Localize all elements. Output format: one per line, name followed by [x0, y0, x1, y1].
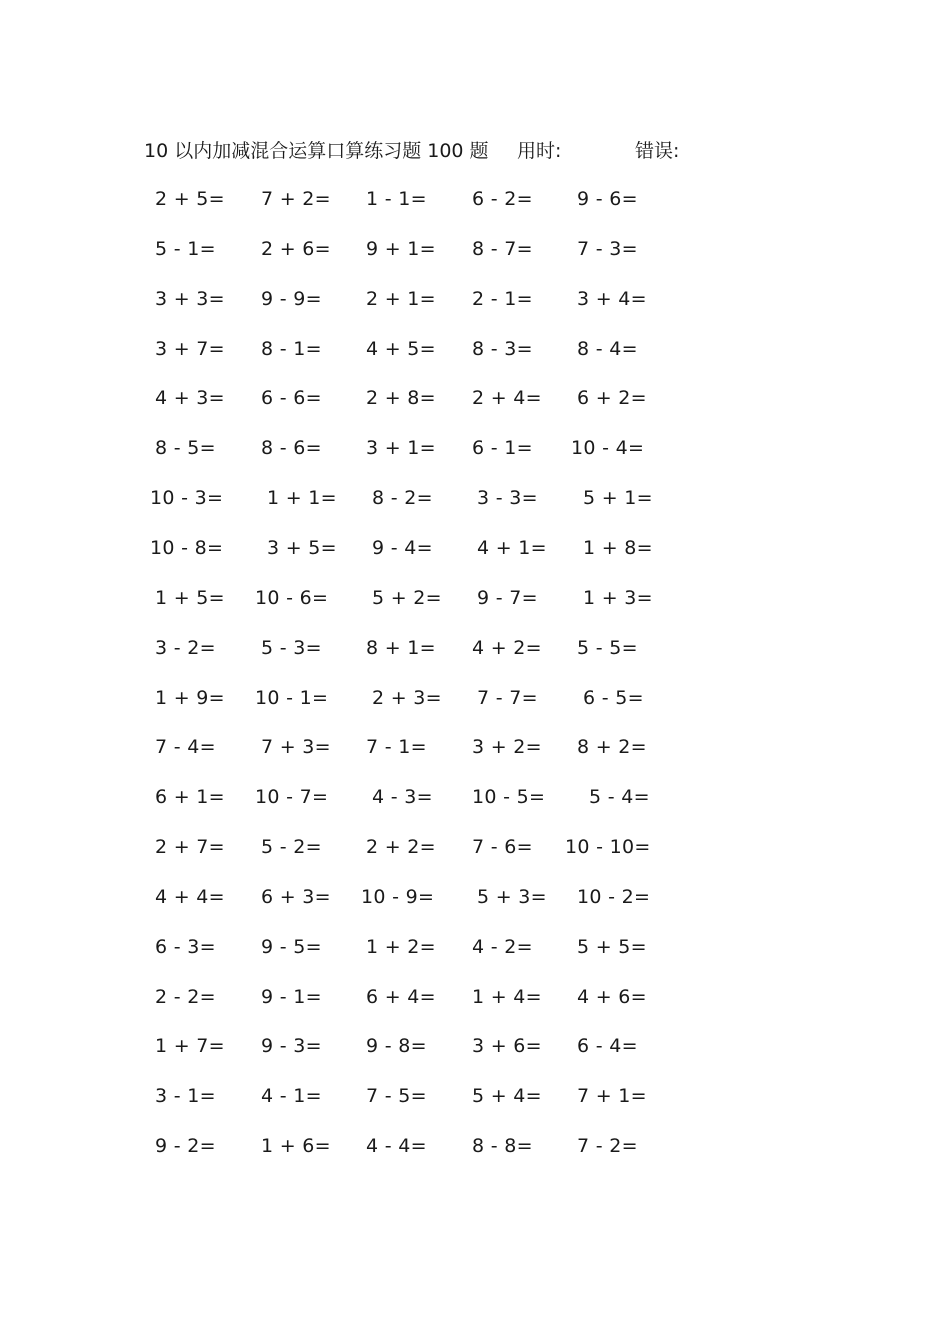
problem-row	[0, 184, 950, 214]
math-problem: 8 - 1=	[261, 337, 322, 360]
problem-row	[0, 782, 950, 812]
math-problem: 1 + 9=	[155, 686, 225, 709]
math-problem: 8 - 5=	[155, 437, 216, 460]
math-problem: 8 - 3=	[472, 337, 533, 360]
math-problem: 9 - 6=	[577, 188, 638, 210]
problem-row	[0, 732, 950, 762]
math-problem: 6 + 4=	[366, 985, 436, 1008]
math-problem: 4 + 1=	[477, 536, 547, 559]
problem-row	[0, 982, 950, 1012]
math-problem: 5 - 2=	[261, 836, 322, 859]
math-problem: 6 - 6=	[261, 387, 322, 410]
math-problem: 4 - 4=	[366, 1135, 427, 1158]
math-problem: 8 - 6=	[261, 437, 322, 460]
problem-row	[0, 633, 950, 663]
math-problem: 4 + 3=	[155, 387, 225, 410]
math-problem: 5 - 1=	[155, 237, 216, 260]
math-problem: 3 - 3=	[477, 487, 538, 510]
math-problem: 1 + 7=	[155, 1035, 225, 1058]
math-problem: 1 + 2=	[366, 935, 436, 958]
math-problem: 3 - 1=	[155, 1085, 216, 1108]
math-problem: 7 - 7=	[477, 686, 538, 709]
math-problem: 2 + 2=	[366, 836, 436, 859]
problem-row	[0, 533, 950, 563]
math-problem: 7 - 6=	[472, 836, 533, 859]
error-count-label: 错误:	[635, 140, 680, 162]
math-problem: 9 + 1=	[366, 237, 436, 260]
math-problem: 1 + 8=	[583, 536, 653, 559]
math-problem: 5 + 1=	[583, 487, 653, 510]
math-problem: 2 - 2=	[155, 985, 216, 1008]
math-problem: 2 + 1=	[366, 287, 436, 310]
math-problem: 6 - 5=	[583, 686, 644, 709]
math-problem: 3 + 6=	[472, 1035, 542, 1058]
math-problem: 6 - 4=	[577, 1035, 638, 1058]
math-problem: 10 - 4=	[571, 437, 645, 460]
math-problem: 5 + 5=	[577, 935, 647, 958]
math-problem: 3 + 2=	[472, 736, 542, 759]
math-problem: 8 - 2=	[372, 487, 433, 510]
math-problem: 8 + 2=	[577, 736, 647, 759]
math-problem: 10 - 6=	[255, 586, 329, 609]
problem-row	[0, 433, 950, 463]
math-problem: 7 - 4=	[155, 736, 216, 759]
math-problem: 6 - 3=	[155, 935, 216, 958]
math-problem: 3 + 7=	[155, 337, 225, 360]
math-problem: 8 - 7=	[472, 237, 533, 260]
math-problem: 6 + 3=	[261, 885, 331, 908]
math-problem: 5 - 5=	[577, 636, 638, 659]
math-problem: 2 + 7=	[155, 836, 225, 859]
math-problem: 9 - 7=	[477, 586, 538, 609]
math-problem: 10 - 10=	[565, 836, 651, 859]
problem-row	[0, 683, 950, 713]
math-problem: 1 + 6=	[261, 1135, 331, 1158]
problem-row	[0, 832, 950, 862]
math-problem: 8 - 4=	[577, 337, 638, 360]
time-used-label: 用时:	[517, 140, 562, 162]
math-problem: 4 + 2=	[472, 636, 542, 659]
math-problem: 4 - 3=	[372, 786, 433, 809]
math-problem: 10 - 5=	[472, 786, 546, 809]
math-problem: 5 + 4=	[472, 1085, 542, 1108]
math-problem: 7 - 3=	[577, 237, 638, 260]
problem-row	[0, 583, 950, 613]
problem-row	[0, 1031, 950, 1061]
math-problem: 4 - 2=	[472, 935, 533, 958]
math-problem: 1 - 1=	[366, 188, 427, 210]
math-problem: 4 + 5=	[366, 337, 436, 360]
math-problem: 10 - 9=	[361, 885, 435, 908]
problem-row	[0, 383, 950, 413]
math-problem: 6 + 2=	[577, 387, 647, 410]
math-problem: 6 - 1=	[472, 437, 533, 460]
math-problem: 1 + 4=	[472, 985, 542, 1008]
math-problem: 3 + 3=	[155, 287, 225, 310]
math-problem: 4 - 1=	[261, 1085, 322, 1108]
problem-row	[0, 284, 950, 314]
problem-row	[0, 1131, 950, 1161]
math-problem: 1 + 5=	[155, 586, 225, 609]
math-problem: 3 + 1=	[366, 437, 436, 460]
problem-row	[0, 234, 950, 264]
math-problem: 9 - 9=	[261, 287, 322, 310]
math-problem: 9 - 3=	[261, 1035, 322, 1058]
math-problem: 2 + 5=	[155, 188, 225, 210]
math-problem: 7 - 5=	[366, 1085, 427, 1108]
problem-row	[0, 1081, 950, 1111]
math-problem: 2 - 1=	[472, 287, 533, 310]
math-problem: 5 - 3=	[261, 636, 322, 659]
math-problem: 2 + 8=	[366, 387, 436, 410]
math-problem: 10 - 7=	[255, 786, 329, 809]
math-problem: 6 - 2=	[472, 188, 533, 210]
math-problem: 1 + 3=	[583, 586, 653, 609]
math-problem: 5 + 3=	[477, 885, 547, 908]
problem-row	[0, 882, 950, 912]
math-problem: 7 + 1=	[577, 1085, 647, 1108]
problem-row	[0, 932, 950, 962]
math-problem: 8 - 8=	[472, 1135, 533, 1158]
problem-row	[0, 483, 950, 513]
problem-row	[0, 334, 950, 364]
math-problem: 8 + 1=	[366, 636, 436, 659]
math-problem: 1 + 1=	[267, 487, 337, 510]
math-problem: 10 - 2=	[577, 885, 651, 908]
math-problem: 10 - 8=	[150, 536, 224, 559]
math-problem: 2 + 4=	[472, 387, 542, 410]
math-problem: 10 - 1=	[255, 686, 329, 709]
math-problem: 4 + 6=	[577, 985, 647, 1008]
math-problem: 3 + 5=	[267, 536, 337, 559]
math-problem: 7 + 3=	[261, 736, 331, 759]
math-problem: 2 + 3=	[372, 686, 442, 709]
math-problem: 9 - 8=	[366, 1035, 427, 1058]
math-problem: 9 - 4=	[372, 536, 433, 559]
math-problem: 4 + 4=	[155, 885, 225, 908]
math-problem: 5 - 4=	[589, 786, 650, 809]
math-problem: 3 - 2=	[155, 636, 216, 659]
math-problem: 9 - 1=	[261, 985, 322, 1008]
math-problem: 5 + 2=	[372, 586, 442, 609]
math-problem: 6 + 1=	[155, 786, 225, 809]
math-problem: 9 - 2=	[155, 1135, 216, 1158]
math-problem: 9 - 5=	[261, 935, 322, 958]
math-problem: 7 - 2=	[577, 1135, 638, 1158]
math-problem: 10 - 3=	[150, 487, 224, 510]
worksheet-title: 10 以内加减混合运算口算练习题 100 题	[144, 140, 489, 162]
math-problem: 3 + 4=	[577, 287, 647, 310]
math-problem: 7 - 1=	[366, 736, 427, 759]
math-problem: 2 + 6=	[261, 237, 331, 260]
math-problem: 7 + 2=	[261, 188, 331, 210]
